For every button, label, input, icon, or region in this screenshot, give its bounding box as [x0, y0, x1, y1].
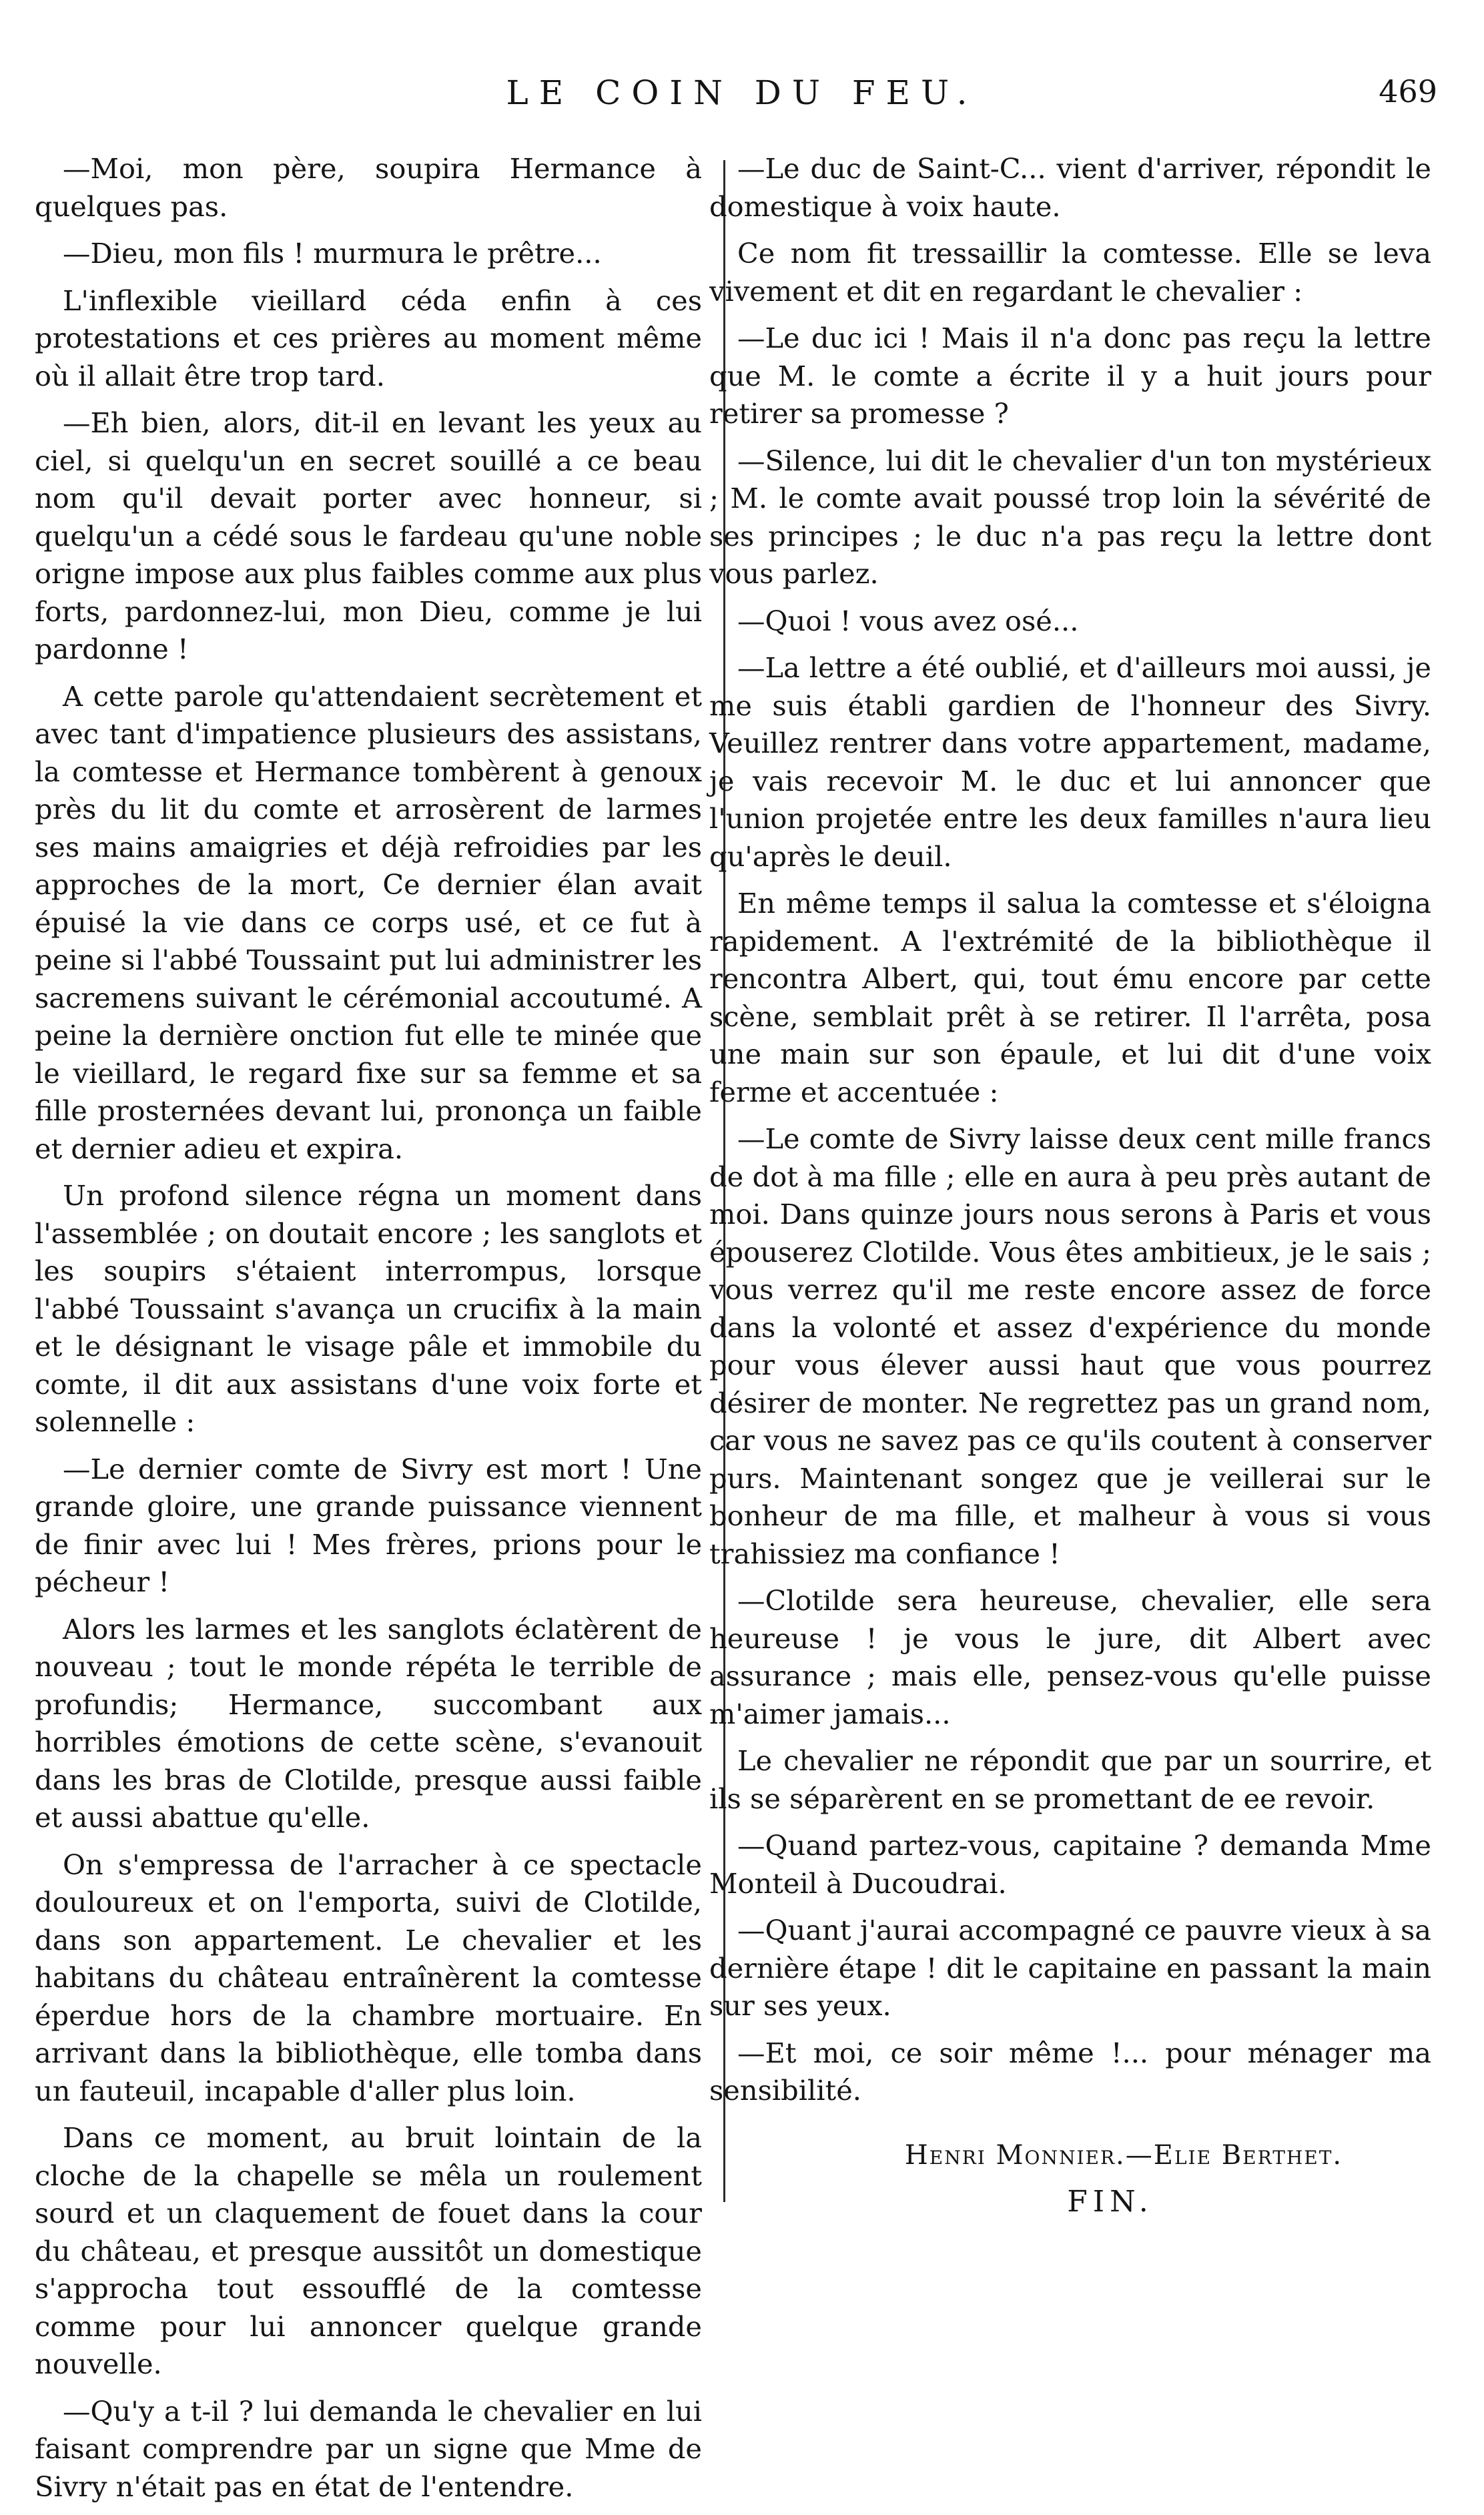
paragraph: Ce nom fit tressaillir la comtesse. Elle se leva vivement et dit en regardant le chevalier : — [709, 237, 1431, 308]
paragraph: En même temps il salua la comtesse et s'éloigna rapidement. A l'extrémité de la bibliothèque il rencontra Albert, qui, tout ému encore par cette scène, semblait prêt à se retirer. Il l'arrêta, posa une main sur son épaule, et lui dit d'une voix ferme et accentuée : — [709, 887, 1431, 1108]
paragraph: On s'empressa de l'arracher à ce spectacle douloureux et on l'emporta, suivi de Clotilde, dans son appartement. Le chevalier et les habitans du château entraînèrent la comtesse éperdue hors de la chambre mortuaire. En arrivant dans la bibliothèque, elle tomba dans un fauteuil, incapable d'aller plus loin. — [35, 1848, 702, 2107]
paragraph: —Le comte de Sivry laisse deux cent mille francs de dot à ma fille ; elle en aura à peu près autant de moi. Dans quinze jours nous serons à Paris et vous épouserez Clotilde. Vous êtes ambitieux, je le sais ; vous verrez qu'il me reste encore assez de force dans la volonté et assez d'expérience du monde pour vous élever aussi haut que vous pourrez désirer de monter. Ne regrettez pas un grand nom, car vous ne savez pas ce qu'ils coutent à conserver purs. Maintenant songez que je veillerai sur le bonheur de ma fille, et malheur à vous si vous trahissiez ma confiance ! — [709, 1122, 1431, 1570]
paragraph: Le chevalier ne répondit que par un sourrire, et ils se séparèrent en se promettant de ee revoir. — [709, 1744, 1431, 1815]
paragraph: —Quand partez-vous, capitaine ? demanda Mme Monteil à Ducoudrai. — [709, 1829, 1431, 1900]
paragraph: Dans ce moment, au bruit lointain de la cloche de la chapelle se mêla un roulement sourd et un claquement de fouet dans la cour du château, et presque aussitôt un domestique s'approcha tout essoufflé de la comtesse comme pour lui annoncer quelque grande nouvelle. — [35, 2121, 702, 2380]
page-number: 469 — [1379, 73, 1437, 109]
left-column — [35, 150, 702, 2515]
end-mark: FIN. — [1067, 2185, 1154, 2219]
paragraph: —Clotilde sera heureuse, chevalier, elle sera heureuse ! je vous le jure, dit Albert avec assurance ; mais elle, pensez-vous qu'elle puisse m'aimer jamais... — [709, 1584, 1431, 1730]
paragraph: —Le duc ici ! Mais il n'a donc pas reçu la lettre que M. le comte a écrite il y a huit jours pour retirer sa promesse ? — [709, 322, 1431, 430]
right-column — [709, 150, 1431, 2221]
paragraph: —Moi, mon père, soupira Hermance à quelques pas. — [35, 152, 702, 223]
paragraph: Un profond silence régna un moment dans l'assemblée ; on doutait encore ; les sanglots et les soupirs s'étaient interrompus, lorsque l'abbé Toussaint s'avança un crucifix à la main et le désignant le visage pâle et immobile du comte, il dit aux assistans d'une voix forte et solennelle : — [35, 1179, 702, 1438]
paragraph: —Quant j'aurai accompagné ce pauvre vieux à sa dernière étape ! dit le capitaine en passant la main sur ses yeux. — [709, 1914, 1431, 2022]
paragraph: Alors les larmes et les sanglots éclatèrent de nouveau ; tout le monde répéta le terrible de profundis; Hermance, succombant aux horribles émotions de cette scène, s'evanouit dans les bras de Clotilde, presque aussi faible et aussi abattue qu'elle. — [35, 1612, 702, 1834]
running-title: LE COIN DU FEU. — [506, 73, 978, 112]
paragraph: L'inflexible vieillard céda enfin à ces protestations et ces prières au moment même où il allait être trop tard. — [35, 284, 702, 392]
paragraph: —Quoi ! vous avez osé... — [737, 604, 1079, 637]
paragraph: —Qu'y a t-il ? lui demanda le chevalier en lui faisant comprendre par un signe que Mme de Sivry n'était pas en état de l'entendre. — [35, 2394, 702, 2503]
paragraph: —Le dernier comte de Sivry est mort ! Une grande gloire, une grande puissance viennent de finir avec lui ! Mes frères, prions pour le pécheur ! — [35, 1452, 702, 1598]
paragraph: —La lettre a été oublié, et d'ailleurs moi aussi, je me suis établi gardien de l'honneur des Sivry. Veuillez rentrer dans votre appartement, madame, je vais recevoir M. le duc et lui annoncer que l'union projetée entre les deux familles n'aura lieu qu'après le deuil. — [709, 651, 1431, 873]
paragraph: —Et moi, ce soir même !... pour ménager ma sensibilité. — [709, 2036, 1431, 2107]
paragraph: —Le duc de Saint-C... vient d'arriver, répondit le domestique à voix haute. — [709, 152, 1431, 223]
paragraph: —Silence, lui dit le chevalier d'un ton mystérieux ; M. le comte avait poussé trop loin la sévérité de ses principes ; le duc n'a pas reçu la lettre dont vous parlez. — [709, 444, 1431, 590]
paragraph: A cette parole qu'attendaient secrètement et avec tant d'impatience plusieurs des assistans, la comtesse et Hermance tombèrent à genoux près du lit du comte et arrosèrent de larmes ses mains amaigries et déjà refroidies par les approches de la mort, Ce dernier élan avait épuisé la vie dans ce corps usé, et ce fut à peine si l'abbé Toussaint put lui administrer les sacremens suivant le cérémonial accoutumé. A peine la dernière onction fut elle te minée que le vieillard, le regard fixe sur sa femme et sa fille prosternées devant lui, prononça un faible et dernier adieu et expira. — [35, 679, 702, 1165]
author-signature: Henri Monnier.—Elie Berthet. — [904, 2139, 1343, 2171]
paragraph: —Dieu, mon fils ! murmura le prêtre... — [63, 237, 602, 270]
page-header — [40, 73, 1444, 133]
paragraph: —Eh bien, alors, dit-il en levant les yeux au ciel, si quelqu'un en secret souillé a ce beau nom qu'il devait porter avec honneur, si quelqu'un a cédé sous le fardeau qu'une noble origne impose aux plus faibles comme aux plus forts, pardonnez-lui, mon Dieu, comme je lui pardonne ! — [35, 406, 702, 665]
